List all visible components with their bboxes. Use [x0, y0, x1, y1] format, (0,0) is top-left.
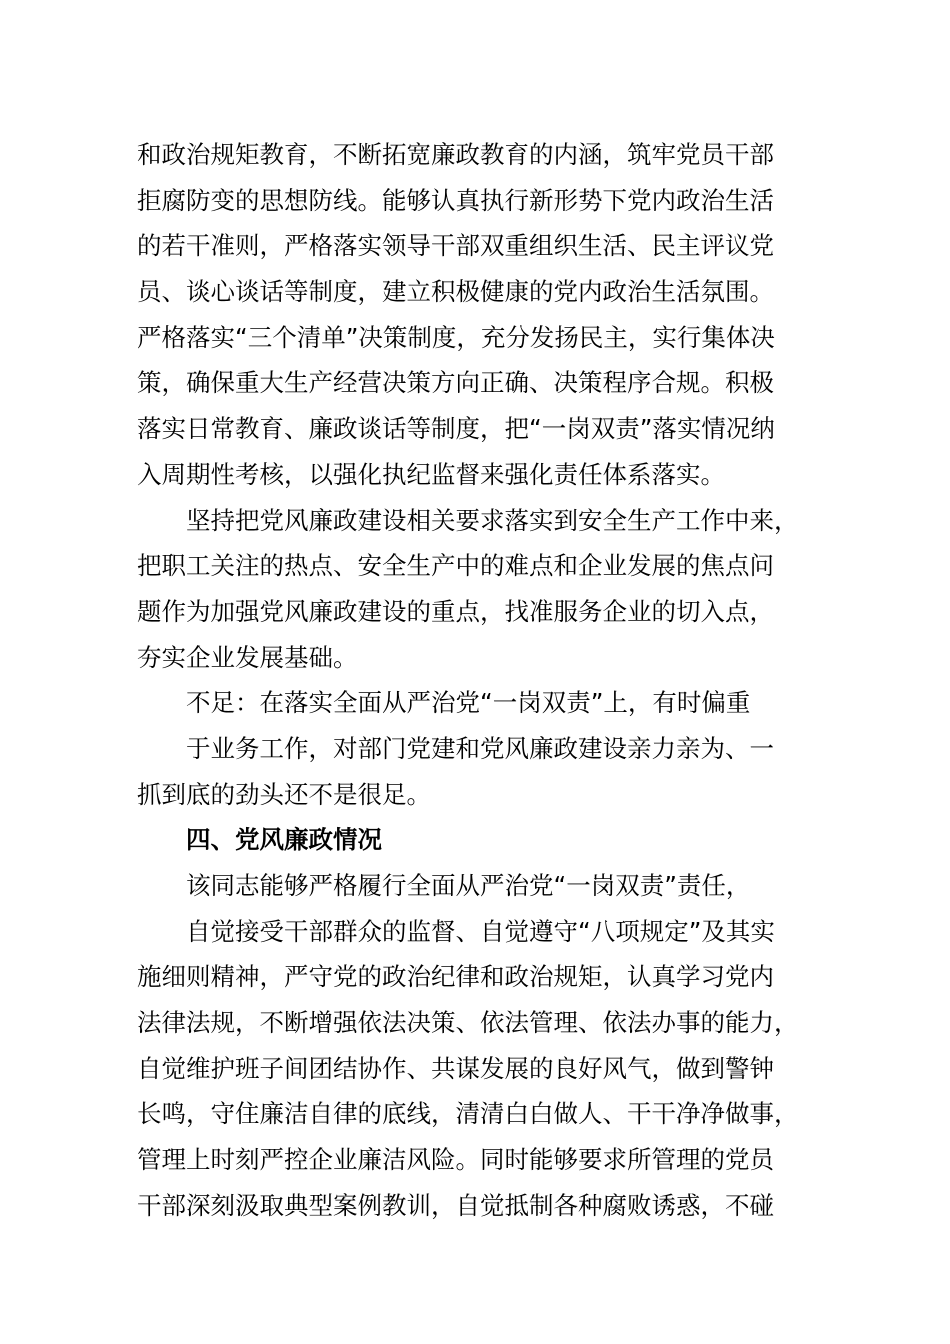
text-line: 和政治规矩教育，不断拓宽廉政教育的内涵，筑牢党员干部: [137, 140, 774, 169]
text-line: 管理上时刻严控企业廉洁风险。同时能够要求所管理的党员: [137, 1145, 774, 1175]
text-line: 长鸣，守住廉洁自律的底线，清清白白做人、干干净净做事，: [137, 1099, 799, 1129]
text-line: 干部深刻汲取典型案例教训，自觉抵制各种腐败诱惑，不碰: [137, 1190, 774, 1220]
text-line: 法律法规，不断增强依法决策、依法管理、依法办事的能力，: [137, 1008, 799, 1038]
text-line: 抓到底的劲头还不是很足。: [137, 779, 431, 809]
paragraph-start-line: 自觉接受干部群众的监督、自觉遵守“八项规定”及其实: [186, 916, 775, 946]
text-line: 把职工关注的热点、安全生产中的难点和企业发展的焦点问: [137, 551, 774, 581]
section-heading: 四、党风廉政情况: [186, 825, 382, 855]
text-line: 落实日常教育、廉政谈话等制度，把“一岗双责”落实情况纳: [137, 414, 775, 444]
text-line: 员、谈心谈话等制度，建立积极健康的党内政治生活氛围。: [137, 277, 774, 307]
text-line: 于业务工作，对部门党建和党风廉政建设亲力亲为、一: [186, 733, 774, 763]
text-line: 自觉维护班子间团结协作、共谋发展的良好风气，做到警钟: [137, 1053, 774, 1083]
text-line: 入周期性考核，以强化执纪监督来强化责任体系落实。: [137, 459, 725, 489]
text-line: 夯实企业发展基础。: [137, 642, 358, 672]
text-line: 拒腐防变的思想防线。能够认真执行新形势下党内政治生活: [137, 185, 774, 215]
text-line: 策，确保重大生产经营决策方向正确、决策程序合规。积极: [137, 368, 774, 398]
text-line: 的若干准则，严格落实领导干部双重组织生活、民主评议党: [137, 231, 774, 261]
paragraph-start-line: 该同志能够严格履行全面从严治党“一岗双责”责任，: [186, 871, 751, 900]
text-line: 严格落实“三个清单”决策制度，充分发扬民主，实行集体决: [137, 322, 775, 352]
document-body: [137, 132, 827, 1229]
text-line: 施细则精神，严守党的政治纪律和政治规矩，认真学习党内: [137, 962, 774, 992]
shortcoming-line: 不足：在落实全面从严治党“一岗双责”上，有时偏重: [186, 688, 751, 718]
paragraph-start-line: 坚持把党风廉政建设相关要求落实到安全生产工作中来，: [186, 505, 799, 535]
text-line: 题作为加强党风廉政建设的重点，找准服务企业的切入点，: [137, 596, 774, 626]
